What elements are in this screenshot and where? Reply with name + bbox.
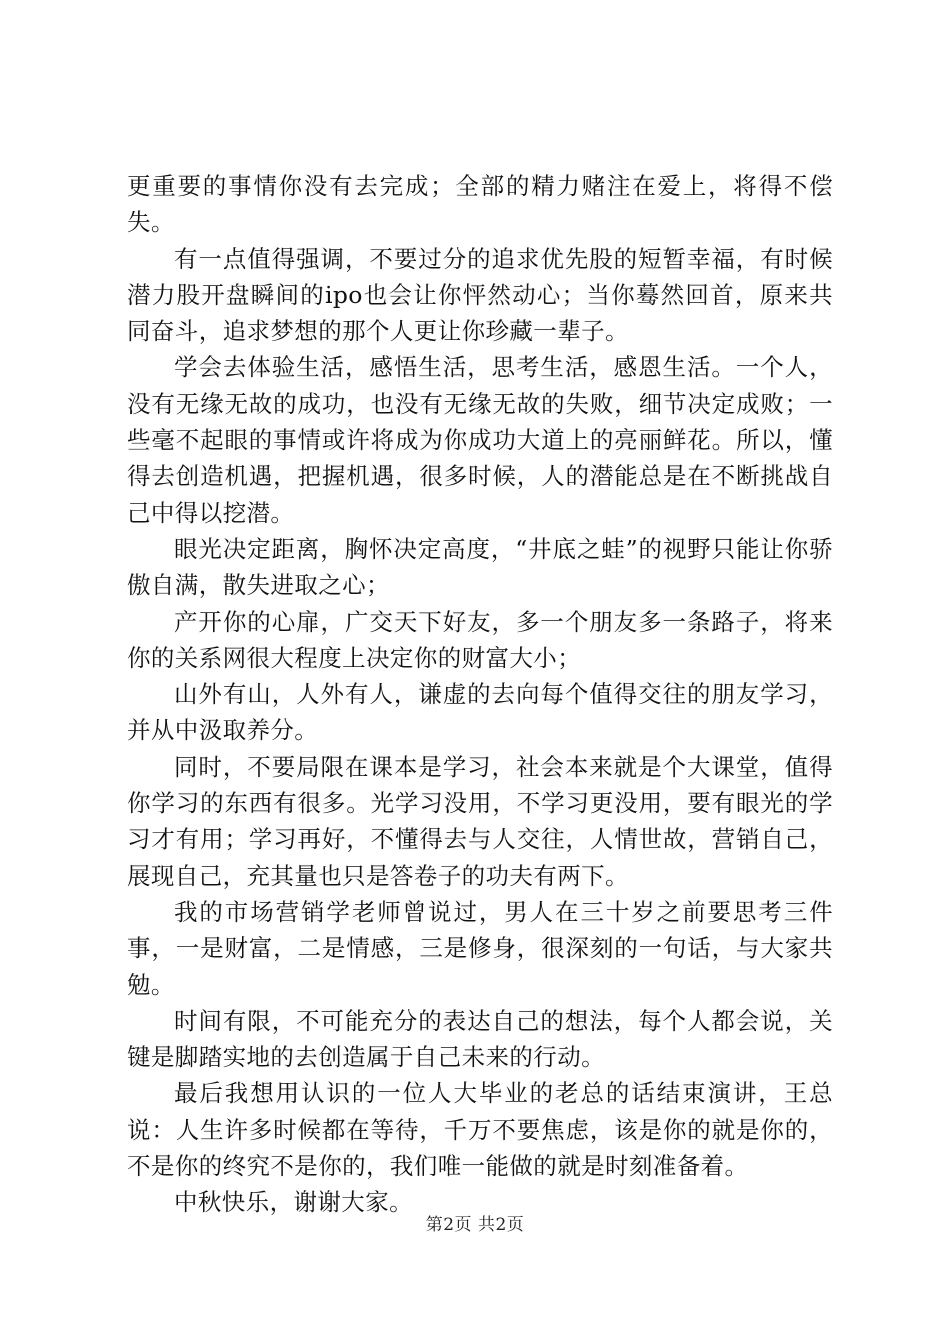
paragraph-continued: 更重要的事情你没有去完成；全部的精力赌注在爱上，将得不偿失。 (127, 172, 833, 237)
paragraph: 我的市场营销学老师曾说过，男人在三十岁之前要思考三件事，一是财富，二是情感，三是修身，很深刻的一句话，与大家共勉。 (127, 897, 833, 999)
paragraph: 有一点值得强调，不要过分的追求优先股的短暂幸福，有时候潜力股开盘瞬间的ipo也会让你怦然动心；当你蓦然回首，原来共同奋斗，追求梦想的那个人更让你珍藏一辈子。 (127, 244, 833, 346)
page-number-footer: 第2页 共2页 (425, 1215, 525, 1235)
paragraph: 最后我想用认识的一位人大毕业的老总的话结束演讲，王总说：人生许多时候都在等待，千万不要焦虑，该是你的就是你的，不是你的终究不是你的，我们唯一能做的就是时刻准备着。 (127, 1079, 833, 1181)
paragraph: 山外有山，人外有人，谦虚的去向每个值得交往的朋友学习，并从中汲取养分。 (127, 680, 833, 745)
paragraph: 同时，不要局限在课本是学习，社会本来就是个大课堂，值得你学习的东西有很多。光学习没用，不学习更没用，要有眼光的学习才有用；学习再好，不懂得去与人交往，人情世故，营销自己，展现自己，充其量也只是答卷子的功夫有两下。 (127, 752, 833, 890)
paragraph: 眼光决定距离，胸怀决定高度，“井底之蛙”的视野只能让你骄傲自满，散失进取之心； (127, 534, 833, 600)
paragraph: 产开你的心扉，广交天下好友，多一个朋友多一条路子，将来你的关系网很大程度上决定你的财富大小； (127, 607, 833, 672)
paragraph: 学会去体验生活，感悟生活，思考生活，感恩生活。一个人，没有无缘无故的成功，也没有无缘无故的失败，细节决定成败；一些毫不起眼的事情或许将成为你成功大道上的亮丽鲜花。所以，懂得去创造机遇，把握机遇，很多时候，人的潜能总是在不断挑战自己中得以挖潜。 (127, 353, 833, 527)
document-body (127, 168, 833, 1221)
paragraph: 时间有限，不可能充分的表达自己的想法，每个人都会说，关键是脚踏实地的去创造属于自己未来的行动。 (127, 1006, 833, 1072)
paragraph-closing: 中秋快乐，谢谢大家。 (174, 1188, 413, 1217)
